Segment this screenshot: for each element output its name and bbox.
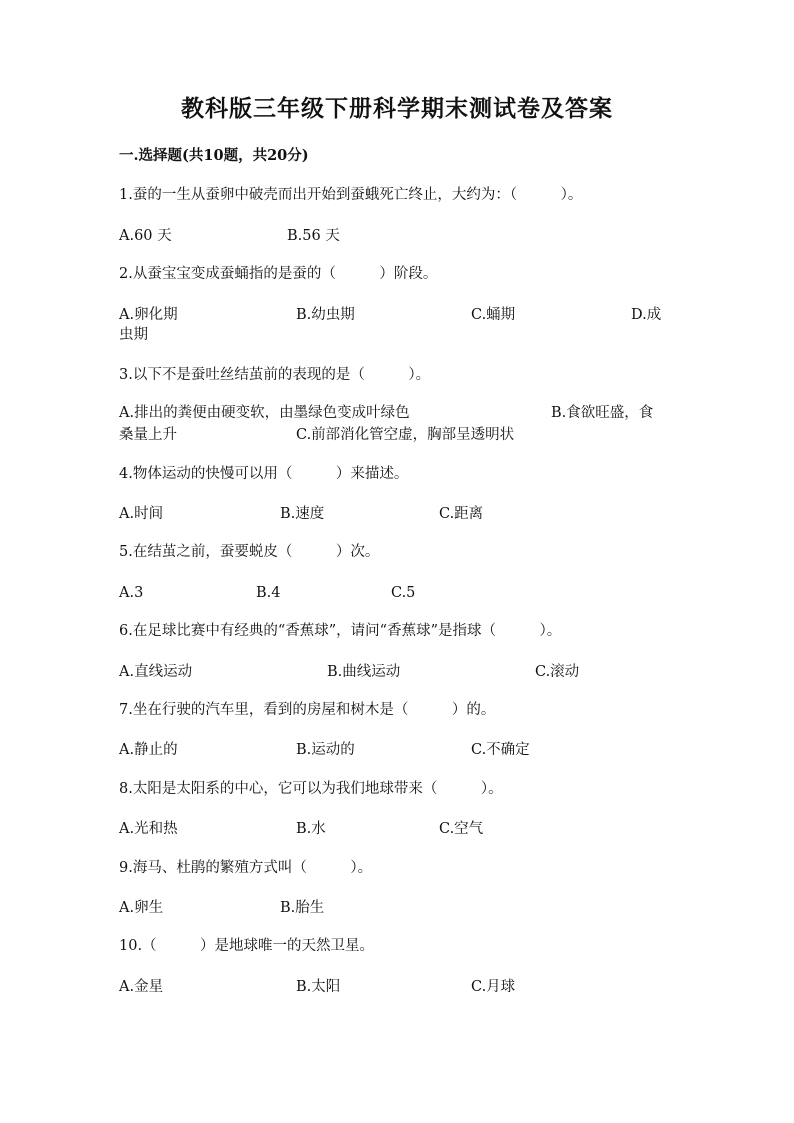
option-7c: C.不确定 (471, 742, 530, 758)
option-5b: B.4 (256, 585, 281, 601)
option-7a: A.静止的 (119, 742, 178, 758)
option-6c: C.滚动 (535, 664, 580, 680)
question-6: 6.在足球比赛中有经典的“香蕉球”，请问“香蕉球”是指球（ ）。 (119, 623, 562, 639)
option-10c: C.月球 (471, 979, 516, 995)
option-6a: A.直线运动 (119, 664, 193, 680)
question-5: 5.在结茧之前，蚕要蜕皮（ ）次。 (119, 544, 380, 560)
options-3 (119, 401, 675, 425)
question-2: 2.从蚕宝宝变成蚕蛹指的是蚕的（ ）阶段。 (119, 266, 438, 282)
option-6b: B.曲线运动 (327, 664, 401, 680)
option-4a: A.时间 (119, 506, 164, 522)
option-7b: B.运动的 (296, 742, 355, 758)
option-4c: C.距离 (439, 506, 484, 522)
options-7 (119, 738, 675, 762)
option-2d: D.成 (631, 307, 662, 323)
option-5c: C.5 (391, 585, 416, 601)
question-10: 10.（ ）是地球唯一的天然卫星。 (119, 938, 375, 954)
option-2a: A.卵化期 (119, 307, 178, 323)
question-7: 7.坐在行驶的汽车里，看到的房屋和树木是（ ）的。 (119, 702, 496, 718)
option-10b: B.太阳 (296, 979, 341, 995)
option-8c: C.空气 (439, 821, 484, 837)
question-4: 4.物体运动的快慢可以用（ ）来描述。 (119, 466, 409, 482)
options-6 (119, 660, 675, 684)
options-9 (119, 896, 675, 920)
question-1: 1.蚕的一生从蚕卵中破壳而出开始到蚕蛾死亡终止，大约为：（ ）。 (119, 187, 583, 203)
page-title: 教科版三年级下册科学期末测试卷及答案 (181, 95, 613, 122)
option-1b: B.56 天 (287, 228, 340, 244)
options-5 (119, 581, 675, 605)
option-8a: A.光和热 (119, 821, 178, 837)
options-1 (119, 224, 675, 248)
option-4b: B.速度 (280, 506, 325, 522)
option-10a: A.金星 (119, 979, 164, 995)
option-9a: A.卵生 (119, 900, 164, 916)
options-2-wrap (119, 323, 675, 347)
option-9b: B.胎生 (280, 900, 325, 916)
option-8b: B.水 (296, 821, 326, 837)
option-2d-cont: 虫期 (119, 327, 148, 343)
option-3a: A.排出的粪便由硬变软，由墨绿色变成叶绿色 (119, 405, 410, 421)
option-2b: B.幼虫期 (296, 307, 355, 323)
option-3b-cont: 桑量上升 (119, 427, 177, 443)
option-3c: C.前部消化管空虚，胸部呈透明状 (296, 427, 515, 443)
options-3-wrap (119, 423, 675, 447)
options-10 (119, 975, 675, 999)
question-3: 3.以下不是蚕吐丝结茧前的表现的是（ ）。 (119, 367, 431, 383)
option-1a: A.60 天 (119, 228, 172, 244)
question-9: 9.海马、杜鹃的繁殖方式叫（ ）。 (119, 860, 373, 876)
option-5a: A.3 (119, 585, 144, 601)
option-3b: B.食欲旺盛，食 (551, 405, 654, 421)
options-8 (119, 817, 675, 841)
options-4 (119, 502, 675, 526)
question-8: 8.太阳是太阳系的中心，它可以为我们地球带来（ ）。 (119, 781, 503, 797)
section-heading: 一.选择题(共10题，共20分) (119, 147, 309, 164)
option-2c: C.蛹期 (471, 307, 516, 323)
